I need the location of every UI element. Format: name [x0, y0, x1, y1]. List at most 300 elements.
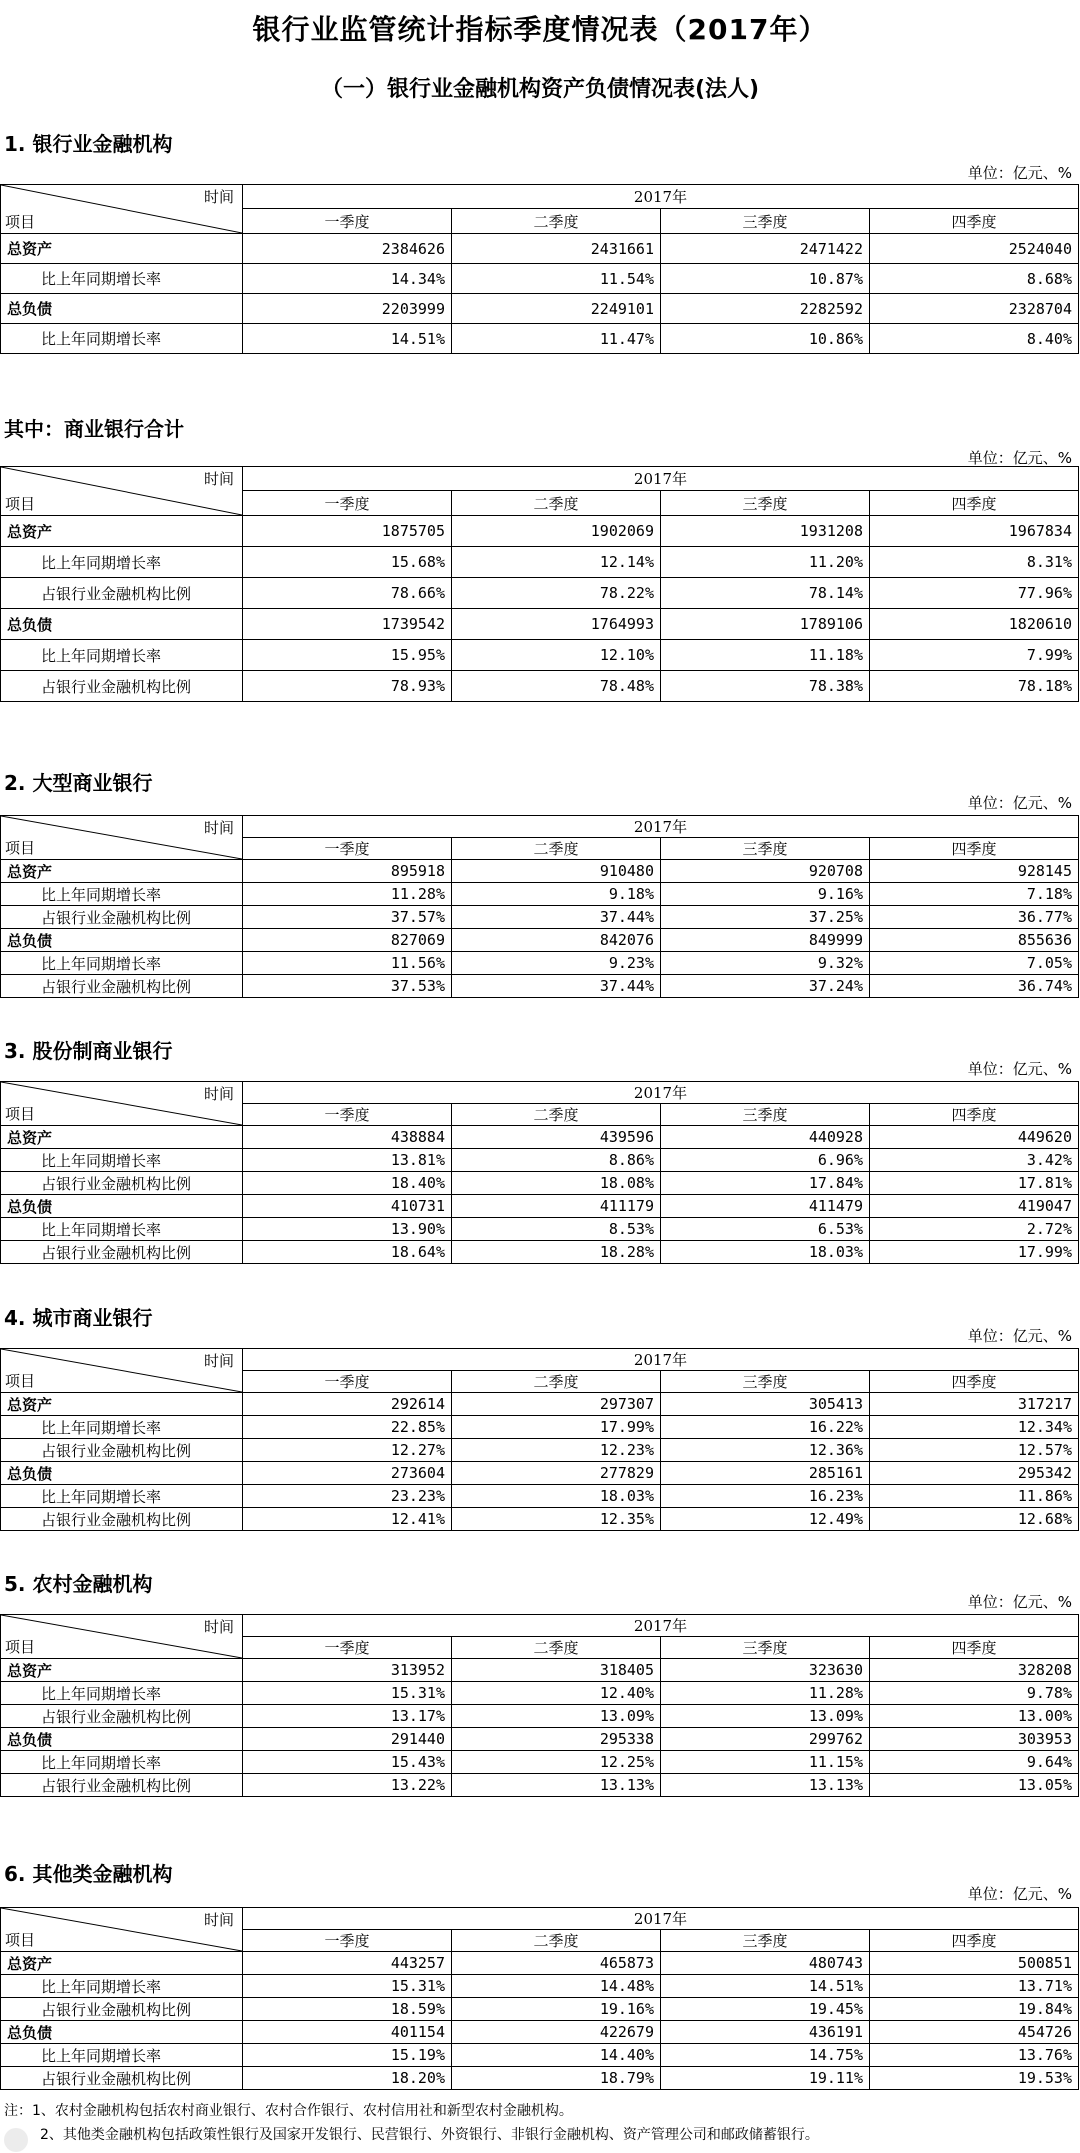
cell-value: 11.28% [243, 883, 452, 906]
cell-value: 78.38% [661, 671, 870, 702]
data-table [0, 1348, 1079, 1531]
row-label: 比上年同期增长率 [1, 952, 243, 975]
cell-value: 17.81% [870, 1172, 1079, 1195]
cell-value: 12.23% [452, 1439, 661, 1462]
row-label: 比上年同期增长率 [1, 1218, 243, 1241]
cell-value: 17.99% [452, 1416, 661, 1439]
row-label: 占银行业金融机构比例 [1, 1705, 243, 1728]
header-quarter: 三季度 [661, 1104, 870, 1126]
row-label: 比上年同期增长率 [1, 324, 243, 354]
cell-value: 15.43% [243, 1751, 452, 1774]
cell-value: 842076 [452, 929, 661, 952]
cell-value: 436191 [661, 2021, 870, 2044]
cell-value: 9.64% [870, 1751, 1079, 1774]
header-corner-cell [1, 185, 243, 234]
header-item-label: 项目 [5, 1105, 36, 1123]
header-quarter: 三季度 [661, 209, 870, 234]
cell-value: 78.93% [243, 671, 452, 702]
section-title: 其中：商业银行合计 [4, 417, 184, 441]
cell-value: 19.84% [870, 1998, 1079, 2021]
cell-value: 3.42% [870, 1149, 1079, 1172]
cell-value: 13.13% [661, 1774, 870, 1797]
cell-value: 2.72% [870, 1218, 1079, 1241]
header-time-label: 时间 [203, 1352, 234, 1370]
row-label: 占银行业金融机构比例 [1, 578, 243, 609]
data-table [0, 184, 1079, 354]
cell-value: 18.64% [243, 1241, 452, 1264]
cell-value: 2203999 [243, 294, 452, 324]
cell-value: 15.31% [243, 1682, 452, 1705]
unit-label: 单位：亿元、% [967, 1885, 1072, 1903]
cell-value: 295338 [452, 1728, 661, 1751]
table-row [1, 547, 1079, 578]
row-label: 占银行业金融机构比例 [1, 671, 243, 702]
cell-value: 305413 [661, 1393, 870, 1416]
unit-label: 单位：亿元、% [967, 1327, 1072, 1345]
table-row [1, 929, 1079, 952]
header-quarter: 四季度 [870, 209, 1079, 234]
cell-value: 2431661 [452, 234, 661, 264]
cell-value: 9.16% [661, 883, 870, 906]
row-label: 总负债 [1, 1728, 243, 1751]
cell-value: 480743 [661, 1952, 870, 1975]
cell-value: 855636 [870, 929, 1079, 952]
cell-value: 22.85% [243, 1416, 452, 1439]
cell-value: 500851 [870, 1952, 1079, 1975]
cell-value: 910480 [452, 860, 661, 883]
cell-value: 7.18% [870, 883, 1079, 906]
unit-label: 单位：亿元、% [967, 164, 1072, 182]
cell-value: 11.54% [452, 264, 661, 294]
unit-label: 单位：亿元、% [967, 794, 1072, 812]
cell-value: 2524040 [870, 234, 1079, 264]
table-row [1, 1682, 1079, 1705]
cell-value: 849999 [661, 929, 870, 952]
row-label: 比上年同期增长率 [1, 1149, 243, 1172]
table-row [1, 2044, 1079, 2067]
cell-value: 410731 [243, 1195, 452, 1218]
table-row [1, 516, 1079, 547]
row-label: 总负债 [1, 294, 243, 324]
cell-value: 37.57% [243, 906, 452, 929]
section-title: 3. 股份制商业银行 [4, 1039, 173, 1063]
cell-value: 11.86% [870, 1485, 1079, 1508]
cell-value: 18.03% [661, 1241, 870, 1264]
cell-value: 37.44% [452, 906, 661, 929]
cell-value: 303953 [870, 1728, 1079, 1751]
cell-value: 6.96% [661, 1149, 870, 1172]
cell-value: 2471422 [661, 234, 870, 264]
cell-value: 295342 [870, 1462, 1079, 1485]
cell-value: 37.44% [452, 975, 661, 998]
cell-value: 15.68% [243, 547, 452, 578]
header-corner-cell [1, 1908, 243, 1952]
cell-value: 10.87% [661, 264, 870, 294]
row-label: 总负债 [1, 2021, 243, 2044]
row-label: 占银行业金融机构比例 [1, 1508, 243, 1531]
table-row [1, 2021, 1079, 2044]
cell-value: 443257 [243, 1952, 452, 1975]
cell-value: 12.49% [661, 1508, 870, 1531]
cell-value: 13.00% [870, 1705, 1079, 1728]
cell-value: 438884 [243, 1126, 452, 1149]
header-quarter: 四季度 [870, 1371, 1079, 1393]
cell-value: 8.53% [452, 1218, 661, 1241]
cell-value: 2384626 [243, 234, 452, 264]
cell-value: 285161 [661, 1462, 870, 1485]
cell-value: 2249101 [452, 294, 661, 324]
cell-value: 291440 [243, 1728, 452, 1751]
table-row [1, 1659, 1079, 1682]
cell-value: 317217 [870, 1393, 1079, 1416]
cell-value: 78.18% [870, 671, 1079, 702]
unit-label: 单位：亿元、% [967, 1060, 1072, 1078]
table-row [1, 1241, 1079, 1264]
cell-value: 14.75% [661, 2044, 870, 2067]
unit-label: 单位：亿元、% [967, 449, 1072, 467]
cell-value: 8.86% [452, 1149, 661, 1172]
row-label: 占银行业金融机构比例 [1, 1172, 243, 1195]
row-label: 占银行业金融机构比例 [1, 2067, 243, 2090]
watermark-logo [4, 2128, 28, 2152]
cell-value: 19.16% [452, 1998, 661, 2021]
cell-value: 17.99% [870, 1241, 1079, 1264]
section-title: 4. 城市商业银行 [4, 1306, 153, 1330]
cell-value: 77.96% [870, 578, 1079, 609]
header-quarter: 四季度 [870, 1930, 1079, 1952]
cell-value: 273604 [243, 1462, 452, 1485]
cell-value: 13.05% [870, 1774, 1079, 1797]
cell-value: 78.66% [243, 578, 452, 609]
row-label: 比上年同期增长率 [1, 2044, 243, 2067]
table-row [1, 578, 1079, 609]
cell-value: 15.31% [243, 1975, 452, 1998]
header-quarter: 一季度 [243, 209, 452, 234]
cell-value: 827069 [243, 929, 452, 952]
cell-value: 323630 [661, 1659, 870, 1682]
cell-value: 12.10% [452, 640, 661, 671]
cell-value: 37.25% [661, 906, 870, 929]
header-quarter: 二季度 [452, 1637, 661, 1659]
header-quarter: 三季度 [661, 838, 870, 860]
cell-value: 10.86% [661, 324, 870, 354]
cell-value: 895918 [243, 860, 452, 883]
header-quarter: 四季度 [870, 1637, 1079, 1659]
cell-value: 11.28% [661, 1682, 870, 1705]
header-quarter: 一季度 [243, 1104, 452, 1126]
header-quarter: 一季度 [243, 1930, 452, 1952]
cell-value: 14.34% [243, 264, 452, 294]
data-table [0, 466, 1079, 702]
cell-value: 18.79% [452, 2067, 661, 2090]
header-item-label: 项目 [5, 839, 36, 857]
cell-value: 299762 [661, 1728, 870, 1751]
table-row [1, 975, 1079, 998]
row-label: 总负债 [1, 1195, 243, 1218]
cell-value: 297307 [452, 1393, 661, 1416]
row-label: 占银行业金融机构比例 [1, 1241, 243, 1264]
table-row [1, 860, 1079, 883]
cell-value: 13.71% [870, 1975, 1079, 1998]
cell-value: 411479 [661, 1195, 870, 1218]
row-label: 比上年同期增长率 [1, 1975, 243, 1998]
cell-value: 18.59% [243, 1998, 452, 2021]
table-row [1, 883, 1079, 906]
cell-value: 14.51% [243, 324, 452, 354]
header-corner-cell [1, 816, 243, 860]
table-row [1, 1728, 1079, 1751]
section-title: 6. 其他类金融机构 [4, 1862, 173, 1886]
row-label: 总负债 [1, 609, 243, 640]
section-title: 5. 农村金融机构 [4, 1572, 153, 1596]
cell-value: 8.40% [870, 324, 1079, 354]
row-label: 占银行业金融机构比例 [1, 975, 243, 998]
cell-value: 422679 [452, 2021, 661, 2044]
section-title: 2. 大型商业银行 [4, 771, 153, 795]
cell-value: 277829 [452, 1462, 661, 1485]
cell-value: 78.48% [452, 671, 661, 702]
data-table [0, 1907, 1079, 2090]
header-quarter: 三季度 [661, 1930, 870, 1952]
table-row [1, 1416, 1079, 1439]
footnote-2: 2、其他类金融机构包括政策性银行及国家开发银行、民营银行、外资银行、非银行金融机构、资产管理公司和邮政储蓄银行。 [40, 2127, 819, 2143]
cell-value: 13.76% [870, 2044, 1079, 2067]
table-row [1, 609, 1079, 640]
cell-value: 13.09% [452, 1705, 661, 1728]
cell-value: 318405 [452, 1659, 661, 1682]
cell-value: 23.23% [243, 1485, 452, 1508]
header-quarter: 二季度 [452, 838, 661, 860]
cell-value: 920708 [661, 860, 870, 883]
cell-value: 19.45% [661, 1998, 870, 2021]
cell-value: 328208 [870, 1659, 1079, 1682]
cell-value: 1820610 [870, 609, 1079, 640]
cell-value: 11.20% [661, 547, 870, 578]
cell-value: 12.27% [243, 1439, 452, 1462]
header-item-label: 项目 [5, 213, 36, 231]
cell-value: 449620 [870, 1126, 1079, 1149]
row-label: 比上年同期增长率 [1, 547, 243, 578]
cell-value: 1739542 [243, 609, 452, 640]
cell-value: 18.40% [243, 1172, 452, 1195]
row-label: 占银行业金融机构比例 [1, 1998, 243, 2021]
cell-value: 12.41% [243, 1508, 452, 1531]
header-quarter: 三季度 [661, 1637, 870, 1659]
header-quarter: 二季度 [452, 209, 661, 234]
cell-value: 2282592 [661, 294, 870, 324]
cell-value: 12.14% [452, 547, 661, 578]
cell-value: 16.22% [661, 1416, 870, 1439]
header-time-label: 时间 [203, 819, 234, 837]
header-item-label: 项目 [5, 495, 36, 513]
cell-value: 440928 [661, 1126, 870, 1149]
table-row [1, 294, 1079, 324]
cell-value: 14.51% [661, 1975, 870, 1998]
header-time-label: 时间 [203, 1085, 234, 1103]
cell-value: 401154 [243, 2021, 452, 2044]
cell-value: 13.09% [661, 1705, 870, 1728]
cell-value: 465873 [452, 1952, 661, 1975]
cell-value: 292614 [243, 1393, 452, 1416]
header-time-label: 时间 [203, 1618, 234, 1636]
header-corner-cell [1, 1349, 243, 1393]
table-row [1, 2067, 1079, 2090]
table-row [1, 1393, 1079, 1416]
cell-value: 12.68% [870, 1508, 1079, 1531]
cell-value: 13.90% [243, 1218, 452, 1241]
cell-value: 411179 [452, 1195, 661, 1218]
table-row [1, 324, 1079, 354]
row-label: 占银行业金融机构比例 [1, 906, 243, 929]
cell-value: 14.48% [452, 1975, 661, 1998]
cell-value: 439596 [452, 1126, 661, 1149]
header-quarter: 一季度 [243, 491, 452, 516]
row-label: 比上年同期增长率 [1, 1416, 243, 1439]
header-year: 2017年 [243, 1615, 1079, 1637]
row-label: 总资产 [1, 1126, 243, 1149]
row-label: 比上年同期增长率 [1, 264, 243, 294]
cell-value: 12.57% [870, 1439, 1079, 1462]
row-label: 总负债 [1, 1462, 243, 1485]
cell-value: 7.99% [870, 640, 1079, 671]
row-label: 占银行业金融机构比例 [1, 1439, 243, 1462]
row-label: 总资产 [1, 516, 243, 547]
cell-value: 419047 [870, 1195, 1079, 1218]
row-label: 比上年同期增长率 [1, 1751, 243, 1774]
table-row [1, 1126, 1079, 1149]
cell-value: 37.53% [243, 975, 452, 998]
row-label: 比上年同期增长率 [1, 1485, 243, 1508]
table-row [1, 640, 1079, 671]
cell-value: 8.31% [870, 547, 1079, 578]
cell-value: 78.22% [452, 578, 661, 609]
cell-value: 1789106 [661, 609, 870, 640]
cell-value: 16.23% [661, 1485, 870, 1508]
header-quarter: 一季度 [243, 838, 452, 860]
row-label: 总资产 [1, 1952, 243, 1975]
cell-value: 14.40% [452, 2044, 661, 2067]
page-subtitle: （一）银行业金融机构资产负债情况表(法人) [320, 77, 760, 102]
header-quarter: 一季度 [243, 1371, 452, 1393]
cell-value: 13.13% [452, 1774, 661, 1797]
page-title: 银行业监管统计指标季度情况表（2017年） [252, 13, 828, 46]
header-time-label: 时间 [203, 1911, 234, 1929]
row-label: 总资产 [1, 1393, 243, 1416]
header-year: 2017年 [243, 816, 1079, 838]
cell-value: 19.11% [661, 2067, 870, 2090]
cell-value: 36.74% [870, 975, 1079, 998]
row-label: 总负债 [1, 929, 243, 952]
cell-value: 17.84% [661, 1172, 870, 1195]
table-row [1, 1508, 1079, 1531]
cell-value: 78.14% [661, 578, 870, 609]
header-year: 2017年 [243, 1349, 1079, 1371]
table-row [1, 1774, 1079, 1797]
cell-value: 37.24% [661, 975, 870, 998]
table-row [1, 1751, 1079, 1774]
section-title: 1. 银行业金融机构 [4, 132, 173, 156]
cell-value: 36.77% [870, 906, 1079, 929]
cell-value: 18.20% [243, 2067, 452, 2090]
cell-value: 6.53% [661, 1218, 870, 1241]
row-label: 总资产 [1, 234, 243, 264]
cell-value: 15.19% [243, 2044, 452, 2067]
cell-value: 11.56% [243, 952, 452, 975]
header-corner-cell [1, 1082, 243, 1126]
table-row [1, 1439, 1079, 1462]
table-row [1, 1975, 1079, 1998]
cell-value: 1931208 [661, 516, 870, 547]
cell-value: 12.40% [452, 1682, 661, 1705]
table-row [1, 952, 1079, 975]
header-quarter: 二季度 [452, 1371, 661, 1393]
cell-value: 7.05% [870, 952, 1079, 975]
cell-value: 9.32% [661, 952, 870, 975]
cell-value: 2328704 [870, 294, 1079, 324]
data-table [0, 815, 1079, 998]
header-year: 2017年 [243, 467, 1079, 491]
cell-value: 18.08% [452, 1172, 661, 1195]
header-quarter: 一季度 [243, 1637, 452, 1659]
cell-value: 12.25% [452, 1751, 661, 1774]
header-year: 2017年 [243, 1082, 1079, 1104]
header-quarter: 四季度 [870, 1104, 1079, 1126]
header-quarter: 二季度 [452, 1930, 661, 1952]
row-label: 比上年同期增长率 [1, 883, 243, 906]
table-row [1, 671, 1079, 702]
header-quarter: 四季度 [870, 838, 1079, 860]
table-row [1, 234, 1079, 264]
header-quarter: 二季度 [452, 1104, 661, 1126]
table-row [1, 1952, 1079, 1975]
row-label: 比上年同期增长率 [1, 1682, 243, 1705]
table-row [1, 1172, 1079, 1195]
cell-value: 12.35% [452, 1508, 661, 1531]
data-table [0, 1081, 1079, 1264]
cell-value: 13.17% [243, 1705, 452, 1728]
header-year: 2017年 [243, 185, 1079, 209]
table-row [1, 906, 1079, 929]
header-time-label: 时间 [203, 188, 234, 206]
row-label: 占银行业金融机构比例 [1, 1774, 243, 1797]
cell-value: 9.78% [870, 1682, 1079, 1705]
header-item-label: 项目 [5, 1372, 36, 1390]
cell-value: 1967834 [870, 516, 1079, 547]
cell-value: 12.34% [870, 1416, 1079, 1439]
table-row [1, 1195, 1079, 1218]
cell-value: 1764993 [452, 609, 661, 640]
cell-value: 313952 [243, 1659, 452, 1682]
header-quarter: 四季度 [870, 491, 1079, 516]
table-row [1, 1149, 1079, 1172]
cell-value: 18.28% [452, 1241, 661, 1264]
table-row [1, 1998, 1079, 2021]
header-item-label: 项目 [5, 1638, 36, 1656]
cell-value: 15.95% [243, 640, 452, 671]
cell-value: 19.53% [870, 2067, 1079, 2090]
header-corner-cell [1, 1615, 243, 1659]
cell-value: 1875705 [243, 516, 452, 547]
cell-value: 11.18% [661, 640, 870, 671]
cell-value: 18.03% [452, 1485, 661, 1508]
cell-value: 9.23% [452, 952, 661, 975]
cell-value: 1902069 [452, 516, 661, 547]
cell-value: 454726 [870, 2021, 1079, 2044]
row-label: 总资产 [1, 860, 243, 883]
row-label: 总资产 [1, 1659, 243, 1682]
cell-value: 9.18% [452, 883, 661, 906]
header-quarter: 三季度 [661, 491, 870, 516]
